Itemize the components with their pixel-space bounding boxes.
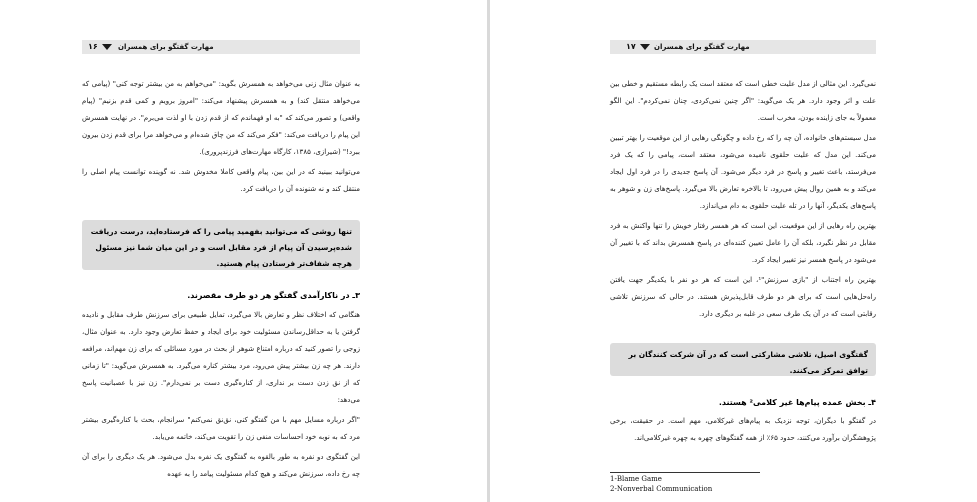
body-text-bottom: [82, 307, 360, 483]
highlight-callout: گفتگوی اصیل، تلاشی مشارکتی است که در آن شرکت کنندگان بر توافق تمرکز می‌کنند.: [610, 343, 876, 376]
right-page: [490, 0, 977, 502]
highlight-callout: تنها روشی که می‌توانید بفهمید پیامی را که فرستاده‌اید، درست دریافت شده‌پرسیدن آن پیام از فرد مقابل است و در این میان شما نیز مسئول هرچه شفاف‌تر فرستادن پیام هستید.: [82, 220, 360, 270]
footnote-divider: [610, 472, 760, 473]
paragraph: بهترین راه اجتناب از "بازی سرزنش"¹، این است که هر دو نفر با یکدیگر جهت یافتن راه‌حل‌هایی است که برای هر دو طرف قابل‌پذیرش هستند. در حالی که سرزنش تلاشی رقابتی است که در آن یک طرف سعی در غلبه بر دیگری دارد.: [610, 276, 877, 318]
body-text-bottom: [610, 413, 876, 447]
footnote: 2-Nonverbal Communication: [610, 485, 713, 493]
paragraph: مدل سیستم‌های خانواده، آن چه را که رخ داده و چگونگی رهایی از این موقعیت را بهتر تبیین می‌کند. این مدل که علیت حلقوی نامیده می‌شود، معتقد است، پیامی را که یک فرد می‌فرستد، باعث تغییر و پاسخ در فرد دیگر می‌شود. آن پاسخ جدیدی را در فرد اول ایجاد می‌کند و به همین روال پیش می‌رود، تا بالاخره تعارض بالا می‌گیرد. پاسخ‌های زن و شوهر به پاسخ‌های یکدیگر، آنها را در تله علیت حلقوی به دام می‌اندازد.: [610, 134, 876, 210]
book-title: مهارت گفتگو برای همسران: [118, 43, 214, 51]
footnotes: [610, 474, 876, 494]
body-text-top: [610, 76, 876, 323]
page-number: ۱۶: [88, 42, 98, 51]
paragraph: در گفتگو با دیگران، توجه نزدیک به پیام‌های غیرکلامی، مهم است. در حقیقت، برخی پژوهشگران برآورد می‌کنند، حدود ۶۵٪ از همه گفتگوهای چهره به چهره غیرکلامی‌اند.: [610, 417, 876, 442]
left-page: [0, 0, 487, 502]
paragraph: این گفتگوی دو نفره به طور بالقوه به گفتگوی یک نفره بدل می‌شود. هر یک دیگری را برای آن چه رخ داده، سرزنش می‌کند و هیچ کدام مسئولیت پیامد را به عهده: [82, 453, 360, 478]
paragraph: نمی‌گیرد. این مثالی از مدل علیت خطی است که معتقد است یک رابطه مستقیم و خطی بین علت و اثر وجود دارد. هر یک می‌گوید: "اگر چنین نمی‌کردی، چنان نمی‌کردم". این الگو معمولاً به جای زاینده بودن، مخرب است.: [610, 80, 876, 122]
section-heading: ۴ـ بخش عمده پیام‌ها غیر کلامی² هستند.: [718, 398, 876, 407]
triangle-marker-icon: [640, 44, 650, 50]
paragraph: می‌توانید ببینید که در این بین، پیام واقعی کاملا مخدوش شد. نه گوینده توانست پیام اصلی را منتقل کند و نه شنونده آن را دریافت کرد.: [82, 168, 360, 193]
paragraph: به عنوان مثال زنی می‌خواهد به همسرش بگوید: "می‌خواهم به من بیشتر توجه کنی" (پیامی که می‌خواهد منتقل کند) و به همسرش پیشنهاد می‌کند: "امروز برویم و کمی قدم بزنیم" (پیام واقعی) و تصور می‌کند که "به او فهماندم که از قدم زدن با او لذت می‌برم". در نهایت همسرش این پیام را دریافت می‌کند: "فکر می‌کند که من چاق شده‌ام و می‌خواهد مرا برای قدم زدن بیرون ببرد!" (شیرازی، ۱۳۸۵، کارگاه مهارت‌های فرزندپروری).: [82, 80, 360, 156]
running-header: [610, 40, 876, 54]
paragraph: هنگامی که اختلاف نظر و تعارض بالا می‌گیرد، تمایل طبیعی برای سرزنش طرف مقابل و نادیده گرفتن یا به حداقل‌رساندن مسئولیت خود برای ایجاد و حفظ تعارض وجود دارد. به عنوان مثال، زوجی را تصور کنید که درباره امتناع شوهر از بحث در مورد مسائلی که برای زن مهم‌اند، مرافعه دارند. هر چه زن بیشتر پیش می‌رود، مرد بیشتر کناره می‌گیرد. به همسرش می‌گوید: "تا زمانی که از نق زدن دست بر نداری، از کناره‌گیری دست بر نمی‌دارم". زن نیز با عصبانیت پاسخ می‌دهد:: [82, 311, 360, 404]
running-header: [82, 40, 360, 54]
section-heading: ۳ـ در ناکارآمدی گفتگو هر دو طرف مقصرند.: [187, 291, 360, 300]
triangle-marker-icon: [102, 44, 112, 50]
paragraph: بهترین راه رهایی از این موقعیت، این است که هر همسر رفتار خویش را تنها واکنش به فرد مقابل در نظر نگیرد، بلکه آن را عامل تعیین کننده‌ای در پاسخ همسرش بداند که با تغییر آن می‌شود در پاسخ همسر نیز تغییر ایجاد کرد.: [610, 222, 876, 264]
book-title: مهارت گفتگو برای همسران: [654, 43, 750, 51]
page-number: ۱۷: [626, 42, 636, 51]
paragraph: "اگر درباره مسایل مهم با من گفتگو کنی، نق‌نق نمی‌کنم" سرانجام، بحث با کناره‌گیری بیشتر مرد که به نوبه خود احساسات منفی زن را تقویت می‌کند، خاتمه می‌یابد.: [82, 416, 360, 441]
body-text-top: [82, 76, 360, 198]
footnote: 1-Blame Game: [610, 475, 662, 483]
